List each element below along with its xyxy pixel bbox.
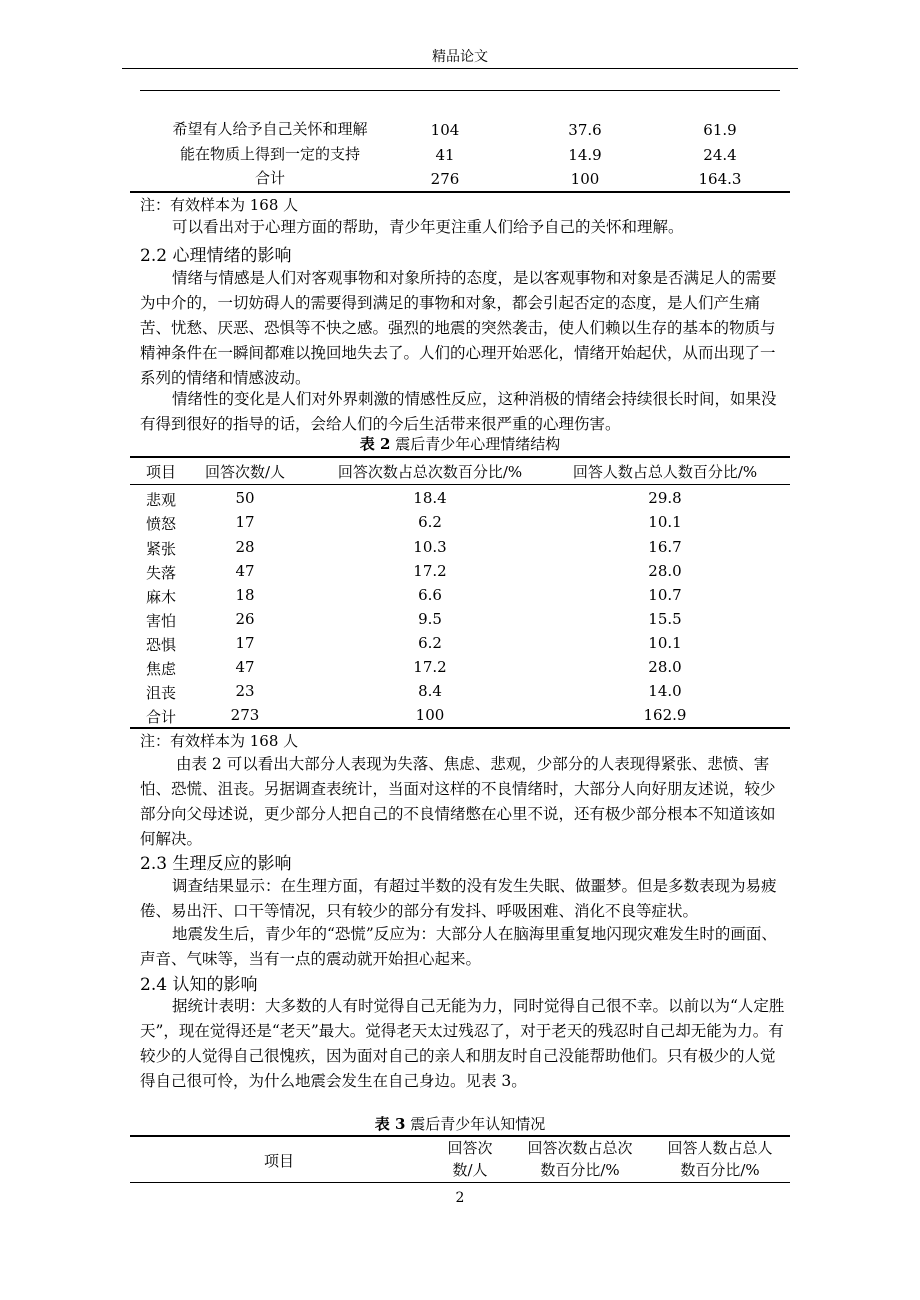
table2-total-pct-people: 162.9: [643, 706, 687, 724]
table2-header-pct-times: 回答次数占总次数百分比/%: [337, 463, 523, 481]
table3-header-pct-times-line2: 数百分比/%: [540, 1161, 620, 1179]
table2-cell-item: 悲观: [146, 491, 177, 509]
table2-total-count: 273: [230, 706, 260, 724]
table1-row2-item: 能在物质上得到一定的支持: [179, 145, 360, 163]
table1-row2-pct-times: 14.9: [568, 146, 602, 164]
table2-top-rule: [130, 456, 790, 458]
table3-header-count-line1: 回答次: [447, 1139, 493, 1157]
table2-header-item: 项目: [146, 463, 177, 481]
table2-cell-item: 沮丧: [146, 684, 177, 702]
table1-row1-pct-people: 61.9: [703, 121, 737, 139]
table2-cell-pct-people: 16.7: [648, 538, 682, 556]
table2-cell-count: 17: [235, 634, 255, 652]
table3-header-pct-times-line1: 回答次数占总次: [527, 1139, 633, 1157]
table2-cell-pct-people: 15.5: [648, 610, 682, 628]
table1-row1-pct-times: 37.6: [568, 121, 602, 139]
table2-caption: [0, 433, 920, 454]
paragraph-help-summary: 可以看出对于心理方面的帮助，青少年更注重人们给予自己的关怀和理解。: [172, 218, 684, 236]
table3-header-rule: [130, 1182, 790, 1183]
section-2-2-paragraph-2: 情绪性的变化是人们对外界刺激的情感性反应，这种消极的情绪会持续很长时间，如果没有得到很好的指导的话，会给人们的今后生活带来很严重的心理伤害。: [140, 390, 777, 433]
table3-header-count-line2: 数/人: [452, 1161, 488, 1179]
table2-cell-item: 恐惧: [146, 636, 177, 654]
table2-header-count: 回答次数/人: [204, 463, 286, 481]
table2-cell-pct-people: 10.1: [648, 634, 682, 652]
table2-cell-pct-times: 9.5: [418, 610, 442, 628]
table1-bottom-rule: [130, 191, 790, 193]
page-header-title: 精品论文: [432, 49, 488, 65]
section-2-2-heading: 2.2 心理情绪的影响: [140, 246, 292, 266]
table2-cell-count: 28: [235, 538, 255, 556]
table3-caption-label: 表 3: [374, 1115, 406, 1133]
header-rule: [122, 68, 798, 69]
table2-cell-pct-times: 10.3: [413, 538, 447, 556]
section-2-3-paragraph-1: 调查结果显示：在生理方面，有超过半数的没有发生失眠、做噩梦。但是多数表现为易疲倦、易出汗、口干等情况，只有较少的部分有发抖、呼吸困难、消化不良等症状。: [140, 877, 777, 920]
section-2-2-paragraph-1: 情绪与情感是人们对客观事物和对象所持的态度，是以客观事物和对象是否满足人的需要为中介的，一切妨碍人的需要得到满足的事物和对象，都会引起否定的态度，是人们产生痛苦、忧愁、厌恶、恐惧等不快之感。强烈的地震的突然袭击，使人们赖以生存的基本的物质与精神条件在一瞬间都难以挽回地失去了。人们的心理开始恶化，情绪开始起伏，从而出现了一系列的情绪和情感波动。: [140, 269, 777, 387]
table2-cell-pct-times: 17.2: [413, 658, 447, 676]
table1-row2-pct-people: 24.4: [703, 146, 737, 164]
page-number: 2: [455, 1190, 465, 1206]
table1-note: 注：有效样本为 168 人: [140, 196, 299, 214]
table3-caption: [0, 1113, 920, 1134]
table1-total-item: 合计: [254, 169, 285, 187]
table2-caption-label: 表 2: [359, 435, 391, 453]
table2-caption-text: 震后青少年心理情绪结构: [395, 435, 561, 453]
table2-total-item: 合计: [146, 708, 177, 726]
table2-cell-pct-times: 17.2: [413, 562, 447, 580]
section-2-3-paragraph-2: 地震发生后，青少年的“恐慌”反应为：大部分人在脑海里重复地闪现灾难发生时的画面、声音、气味等，当有一点的震动就开始担心起来。: [140, 925, 777, 968]
table3-header-pct-people-line1: 回答人数占总人: [667, 1139, 773, 1157]
table2-cell-pct-people: 10.7: [648, 586, 682, 604]
table2-cell-item: 麻木: [146, 588, 177, 606]
table2-total-pct-times: 100: [415, 706, 445, 724]
table2-bottom-rule: [130, 727, 790, 729]
table2-cell-item: 焦虑: [146, 660, 177, 678]
table2-cell-pct-people: 14.0: [648, 682, 682, 700]
paragraph-table2-analysis: 由表 2 可以看出大部分人表现为失落、焦虑、悲观，少部分的人表现得紧张、悲愤、害怕、恐慌、沮丧。另据调查表统计，当面对这样的不良情绪时，大部分人向好朋友述说，较少部分向父母述说，更少部分人把自己的不良情绪憋在心里不说，还有极少部分根本不知道该如何解决。: [140, 755, 776, 848]
table1-total-pct-times: 100: [570, 170, 600, 188]
table2-cell-item: 愤怒: [146, 515, 177, 533]
table2-cell-count: 18: [235, 586, 255, 604]
table2-header-rule: [130, 484, 790, 485]
table2-cell-item: 害怕: [146, 612, 177, 630]
table2-cell-pct-people: 10.1: [648, 513, 682, 531]
table2-cell-pct-times: 6.6: [418, 586, 442, 604]
table2-cell-pct-people: 29.8: [648, 489, 682, 507]
table3-caption-text: 震后青少年认知情况: [410, 1115, 546, 1133]
table2-cell-pct-times: 8.4: [418, 682, 442, 700]
table3-header-item: 项目: [264, 1152, 295, 1170]
table1-total-pct-people: 164.3: [698, 170, 742, 188]
table2-note: 注：有效样本为 168 人: [140, 732, 299, 750]
table1-row1-item: 希望有人给予自己关怀和理解: [172, 120, 368, 138]
table2-cell-pct-times: 18.4: [413, 489, 447, 507]
table2-cell-pct-people: 28.0: [648, 658, 682, 676]
table1-row2-count: 41: [435, 146, 455, 164]
table2-cell-pct-people: 28.0: [648, 562, 682, 580]
table2-cell-count: 23: [235, 682, 255, 700]
table1-row1-count: 104: [430, 121, 460, 139]
table2-cell-count: 17: [235, 513, 255, 531]
table2-header-pct-people: 回答人数占总人数百分比/%: [572, 463, 758, 481]
table2-cell-pct-times: 6.2: [418, 513, 442, 531]
section-2-4-heading: 2.4 认知的影响: [140, 975, 258, 995]
table3-header-pct-people-line2: 数百分比/%: [680, 1161, 760, 1179]
table2-cell-item: 失落: [146, 564, 177, 582]
table2-cell-count: 47: [235, 658, 255, 676]
table2-cell-pct-times: 6.2: [418, 634, 442, 652]
table2-cell-count: 50: [235, 489, 255, 507]
table1-top-rule: [140, 90, 780, 91]
table2-cell-count: 47: [235, 562, 255, 580]
section-2-3-heading: 2.3 生理反应的影响: [140, 854, 292, 874]
table2-cell-count: 26: [235, 610, 255, 628]
table1-total-count: 276: [430, 170, 460, 188]
section-2-4-paragraph-1: 据统计表明：大多数的人有时觉得自己无能为力，同时觉得自己很不幸。以前以为“人定胜天”，现在觉得还是“老天”最大。觉得老天太过残忍了，对于老天的残忍时自己却无能为力。有较少的人觉得自己很愧疚，因为面对自己的亲人和朋友时自己没能帮助他们。只有极少的人觉得自己很可怜，为什么地震会发生在自己身边。见表 3。: [140, 997, 785, 1090]
table2-cell-item: 紧张: [146, 540, 177, 558]
